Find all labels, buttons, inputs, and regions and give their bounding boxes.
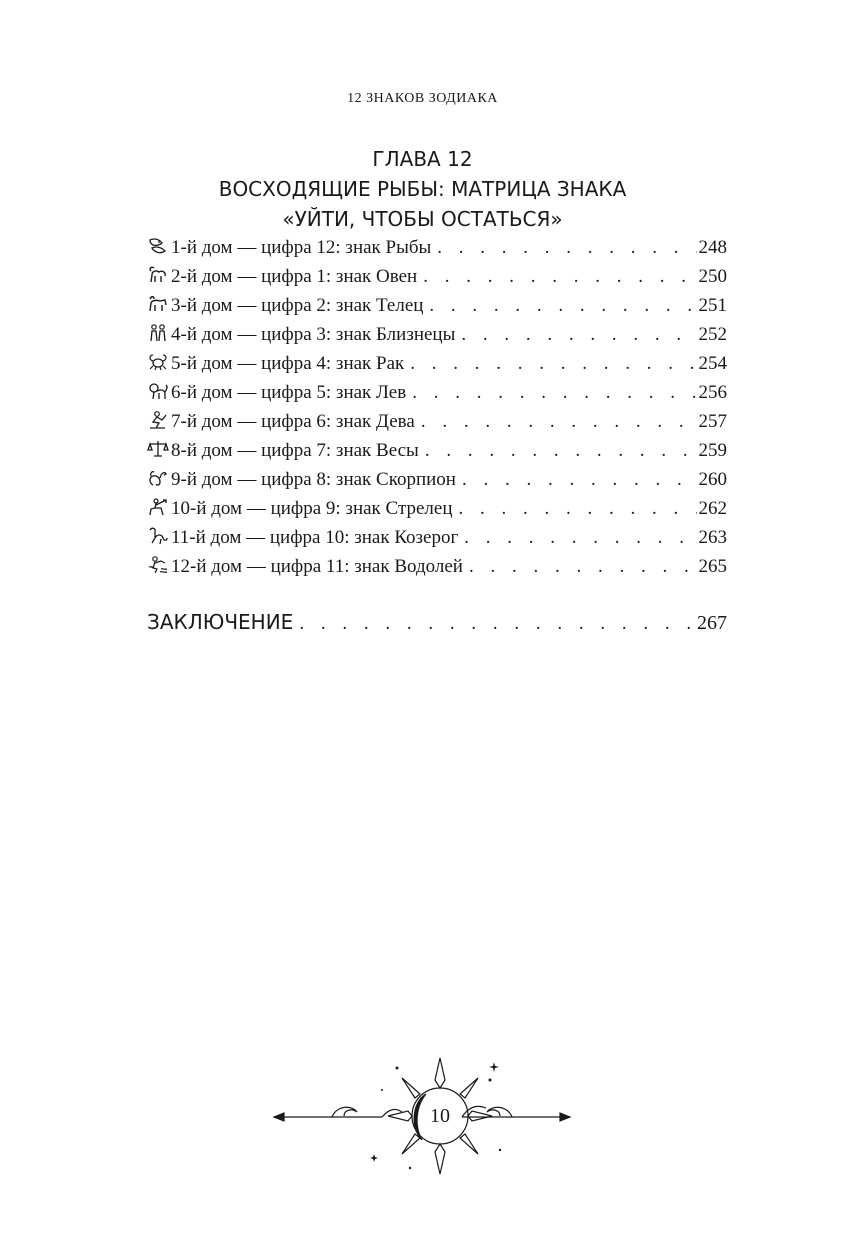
virgo-icon (147, 410, 169, 430)
toc-entry[interactable] (147, 349, 727, 378)
toc-entry[interactable] (147, 523, 727, 552)
chapter-title: ВОСХОДЯЩИЕ РЫБЫ: МАТРИЦА ЗНАКА (218, 177, 627, 201)
leader-dots (429, 295, 696, 317)
toc-entry[interactable] (147, 465, 727, 494)
toc-entry[interactable] (147, 494, 727, 523)
toc-entry[interactable] (147, 262, 727, 291)
aries-icon (147, 265, 169, 285)
leo-icon (147, 381, 169, 401)
toc-entry-page: 254 (698, 353, 727, 374)
toc-entry-page: 262 (698, 498, 727, 519)
toc-entry[interactable] (147, 320, 727, 349)
sagittarius-icon (147, 497, 169, 517)
toc-entry-label: 2-й дом — цифра 1: знак Овен (171, 266, 418, 287)
toc-entry-label: 4-й дом — цифра 3: знак Близнецы (171, 324, 456, 345)
toc-entry-conclusion[interactable] (147, 610, 727, 635)
toc-entry-label: 6-й дом — цифра 5: знак Лев (171, 382, 407, 403)
toc-entry-label: 8-й дом — цифра 7: знак Весы (171, 440, 419, 461)
leader-dots (421, 411, 697, 433)
running-head: 12 ЗНАКОВ ЗОДИАКА (347, 91, 498, 106)
toc-entry-page: 248 (698, 237, 727, 258)
toc-entry-label: 7-й дом — цифра 6: знак Дева (171, 411, 415, 432)
toc-entry-page: 260 (698, 469, 727, 490)
toc-entry[interactable] (147, 552, 727, 581)
leader-dots (423, 266, 696, 288)
capricorn-icon (147, 526, 169, 546)
leader-dots (469, 556, 697, 578)
leader-dots (464, 527, 696, 549)
toc-entry-label: 9-й дом — цифра 8: знак Скорпион (171, 469, 456, 490)
toc-entry-label: 11-й дом — цифра 10: знак Козерог (171, 527, 459, 548)
leader-dots (299, 613, 695, 635)
table-of-contents (147, 233, 727, 581)
toc-entry[interactable] (147, 407, 727, 436)
scorpio-icon (147, 468, 169, 488)
chapter-subtitle: «УЙТИ, ЧТОБЫ ОСТАТЬСЯ» (282, 207, 563, 231)
leader-dots (437, 237, 696, 259)
toc-entry-label: 1-й дом — цифра 12: знак Рыбы (171, 237, 432, 258)
toc-entry-page: 265 (698, 556, 727, 577)
toc-entry-page: 252 (698, 324, 727, 345)
conclusion-label: ЗАКЛЮЧЕНИЕ (147, 610, 294, 634)
leader-dots (425, 440, 697, 462)
cancer-icon (147, 352, 169, 372)
pisces-icon (147, 236, 169, 256)
toc-entry-page: 263 (698, 527, 727, 548)
leader-dots (412, 382, 696, 404)
toc-entry[interactable] (147, 291, 727, 320)
leader-dots (461, 324, 696, 346)
toc-entry-label: 5-й дом — цифра 4: знак Рак (171, 353, 405, 374)
toc-entry-label: 12-й дом — цифра 11: знак Водолей (171, 556, 463, 577)
taurus-icon (147, 294, 169, 314)
toc-entry-page: 250 (698, 266, 727, 287)
page-number: 10 (430, 1105, 450, 1127)
chapter-heading (0, 144, 845, 234)
toc-entry-label: 3-й дом — цифра 2: знак Телец (171, 295, 424, 316)
chapter-number: ГЛАВА 12 (372, 147, 473, 171)
leader-dots (462, 469, 697, 491)
toc-entry[interactable] (147, 436, 727, 465)
toc-entry-page: 256 (698, 382, 727, 403)
toc-entry[interactable] (147, 378, 727, 407)
gemini-icon (147, 323, 169, 343)
leader-dots (459, 498, 697, 520)
toc-entry-page: 251 (698, 295, 727, 316)
toc-entry-label: 10-й дом — цифра 9: знак Стрелец (171, 498, 453, 519)
toc-entry-page: 259 (698, 440, 727, 461)
leader-dots (410, 353, 696, 375)
toc-entry-page: 257 (698, 411, 727, 432)
aquarius-icon (147, 555, 169, 575)
toc-entry[interactable] (147, 233, 727, 262)
conclusion-page: 267 (697, 612, 727, 634)
libra-icon (147, 439, 169, 459)
